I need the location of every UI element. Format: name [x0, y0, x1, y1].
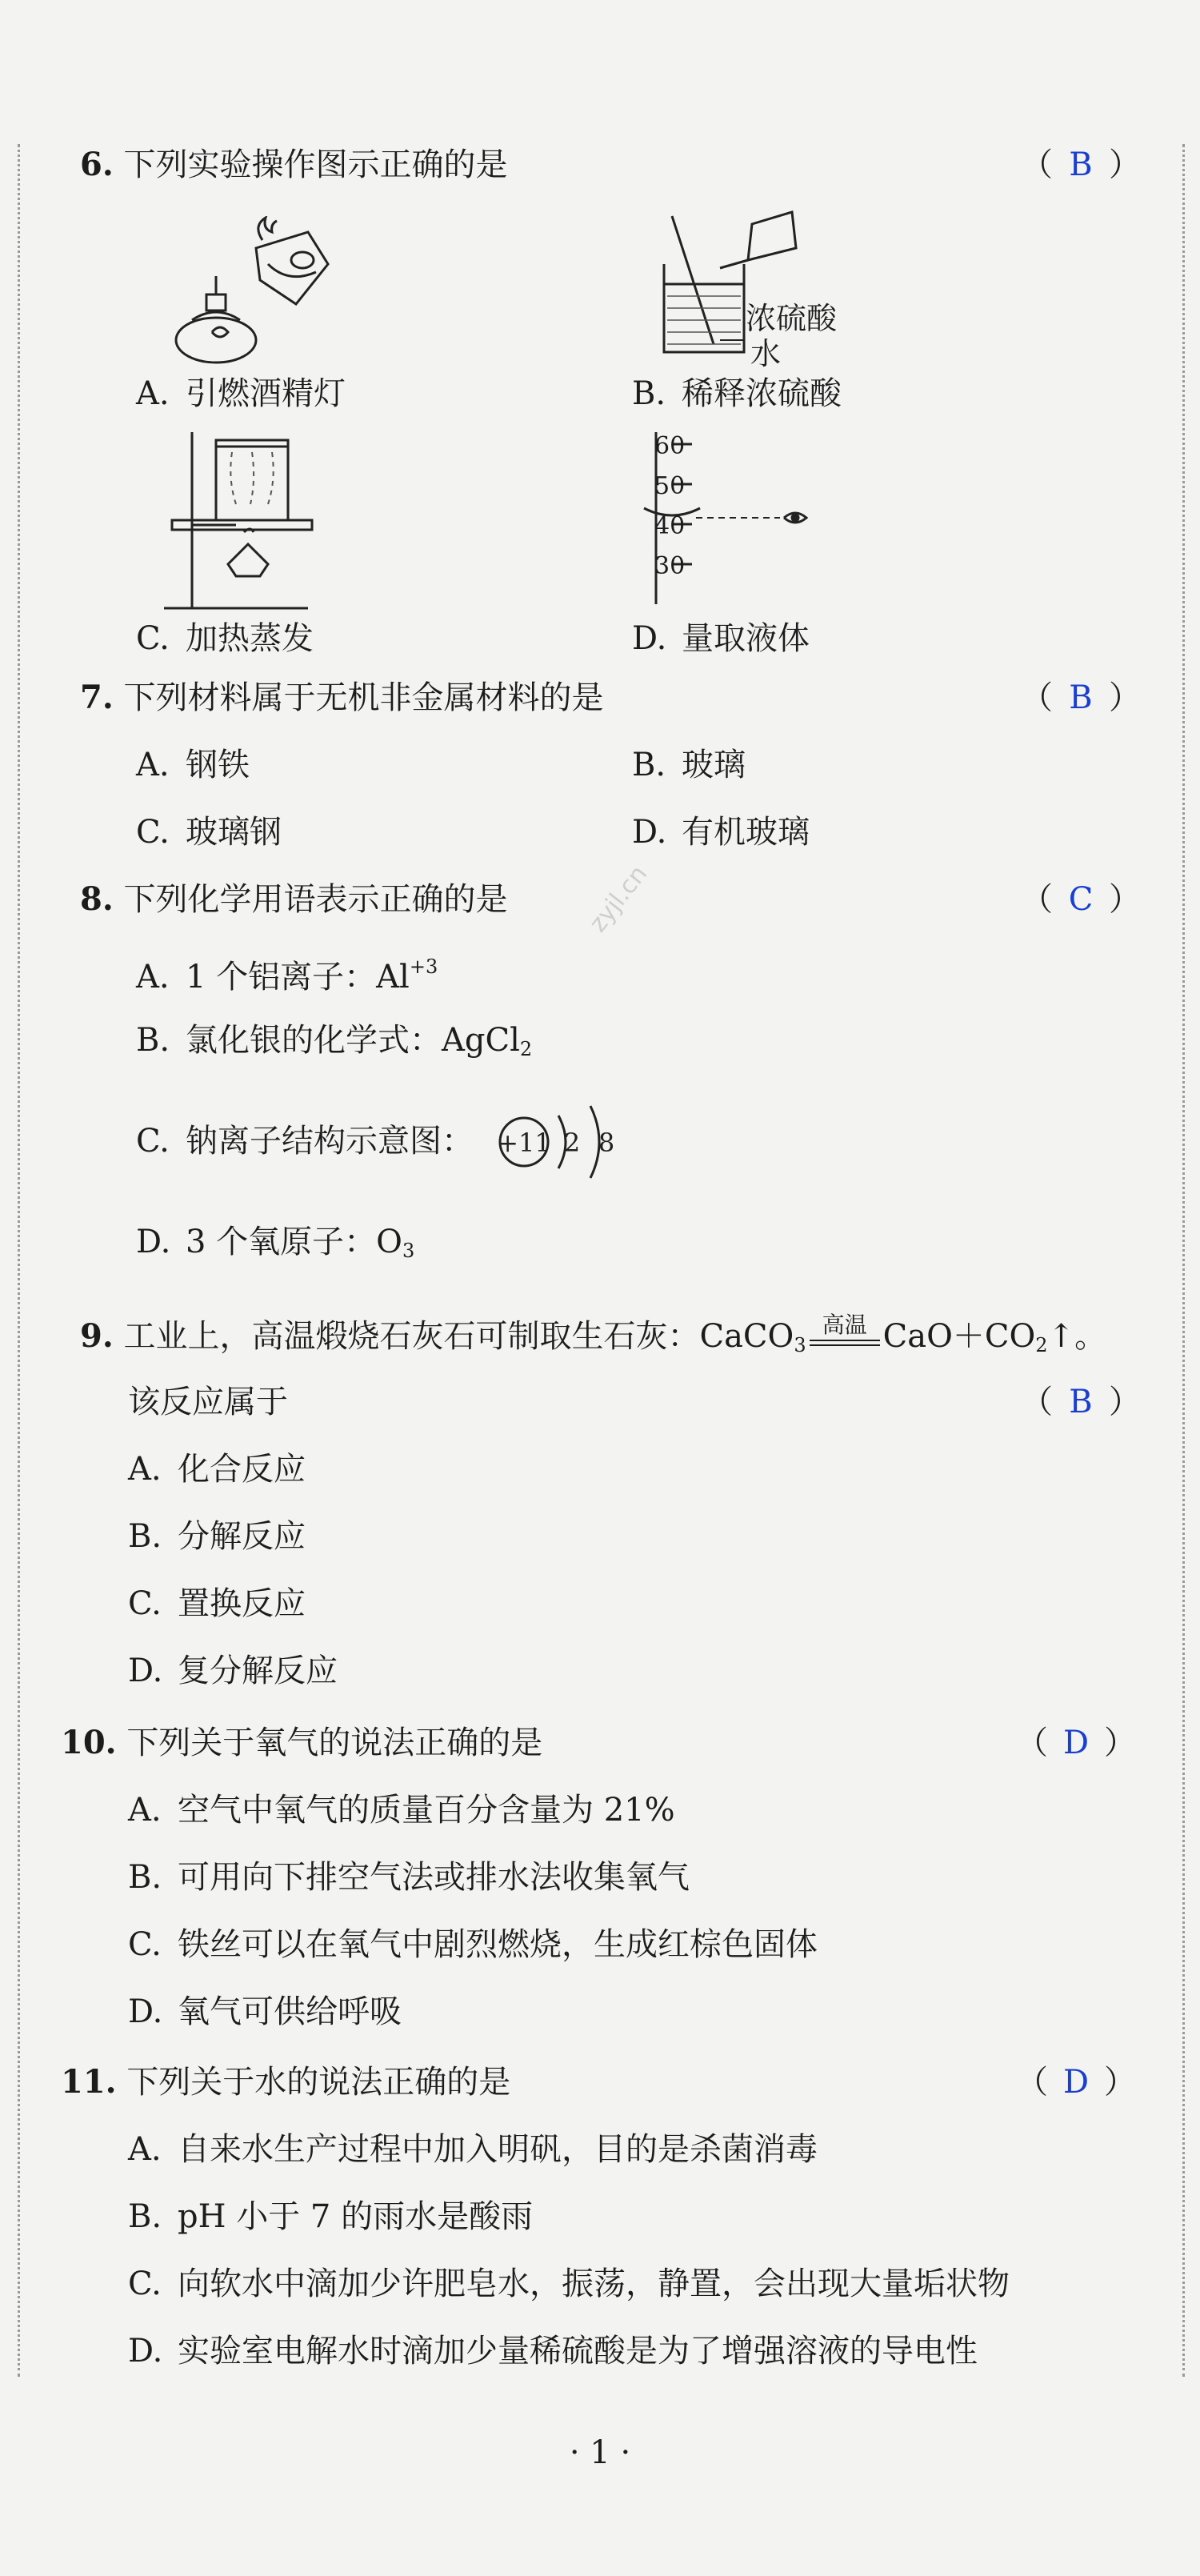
question-9-stem-line2: 该反应属于 [128, 1384, 288, 1420]
question-6-answer: （ B ） [1021, 146, 1141, 183]
q6-option-d: D. 量取液体 [632, 620, 810, 657]
shell-2-count: 8 [598, 1128, 615, 1158]
q9-option-b: B. 分解反应 [128, 1518, 306, 1555]
figure-evaporation [148, 424, 316, 616]
q10-option-d: D. 氧气可供给呼吸 [128, 1993, 402, 2030]
tick-30: 30 [654, 552, 686, 580]
question-8-stem: 8. 下列化学用语表示正确的是 [80, 880, 508, 918]
q6-option-a: A. 引燃酒精灯 [136, 375, 346, 412]
question-10-stem: 10. 下列关于氧气的说法正确的是 [61, 1724, 543, 1761]
sodium-ion-diagram [488, 1098, 632, 1186]
q9-option-c: C. 置换反应 [128, 1585, 306, 1622]
question-9-answer: （ B ） [1021, 1384, 1141, 1420]
question-7-stem: 7. 下列材料属于无机非金属材料的是 [80, 679, 604, 716]
tick-50: 50 [654, 472, 686, 500]
question-8-answer: （ C ） [1021, 881, 1141, 918]
question-10-answer: （ D ） [1016, 1725, 1136, 1761]
q8-option-d: D. 3 个氧原子：$O_3$ [136, 1224, 415, 1262]
tick-40: 40 [654, 512, 686, 540]
shell-1-count: 2 [563, 1128, 581, 1158]
acid-label: 浓硫酸 [746, 301, 838, 336]
answer-letter: B [1069, 146, 1093, 183]
right-dotted-border [1182, 144, 1185, 2377]
q7-option-a: A. 钢铁 [136, 747, 250, 783]
q7-option-c: C. 玻璃钢 [136, 814, 282, 851]
q10-option-b: B. 可用向下排空气法或排水法收集氧气 [128, 1859, 690, 1896]
q10-option-c: C. 铁丝可以在氧气中剧烈燃烧，生成红棕色固体 [128, 1926, 818, 1963]
q11-option-c: C. 向软水中滴加少许肥皂水，振荡，静置，会出现大量垢状物 [128, 2266, 1010, 2302]
question-9-stem: 9. 工业上，高温煅烧石灰石可制取生石灰：CaCO$_3$ 高温 $CaO+CO_2↑$。 [80, 1312, 1107, 1356]
tick-60: 60 [654, 432, 686, 460]
q9-option-a: A. 化合反应 [128, 1451, 306, 1488]
q11-option-d: D. 实验室电解水时滴加少量稀硫酸是为了增强溶液的导电性 [128, 2333, 978, 2370]
q11-option-a: A. 自来水生产过程中加入明矾，目的是杀菌消毒 [128, 2131, 818, 2168]
q11-option-b: B. pH 小于 7 的雨水是酸雨 [128, 2198, 534, 2235]
question-11-answer: （ D ） [1016, 2064, 1136, 2101]
q8-option-a: A. 1 个铝离子：$Al^{+3}$ [136, 955, 438, 996]
q8-option-c: C. 钠离子结构示意图： [136, 1123, 474, 1160]
q9-option-d: D. 复分解反应 [128, 1653, 338, 1689]
page-number: · 1 · [569, 2434, 631, 2471]
q6-option-b: B. 稀释浓硫酸 [632, 375, 842, 412]
q7-option-b: B. 玻璃 [632, 747, 746, 783]
question-11-stem: 11. 下列关于水的说法正确的是 [61, 2063, 511, 2101]
question-7-answer: （ B ） [1021, 679, 1141, 716]
left-dotted-border [18, 144, 20, 2377]
reaction-condition: 高温 [806, 1317, 883, 1356]
water-label: 水 [750, 336, 782, 371]
q10-option-a: A. 空气中氧气的质量百分含量为 21% [128, 1792, 675, 1829]
q6-option-c: C. 加热蒸发 [136, 620, 314, 657]
q8-option-b: B. 氯化银的化学式：AgCl$_2$ [136, 1022, 533, 1060]
nucleus-charge: +11 [497, 1128, 551, 1158]
watermark: zyjl.cn [584, 859, 654, 938]
question-6-stem: 6. 下列实验操作图示正确的是 [80, 146, 508, 183]
q7-option-d: D. 有机玻璃 [632, 814, 810, 851]
figure-alcohol-lamp [168, 216, 352, 368]
